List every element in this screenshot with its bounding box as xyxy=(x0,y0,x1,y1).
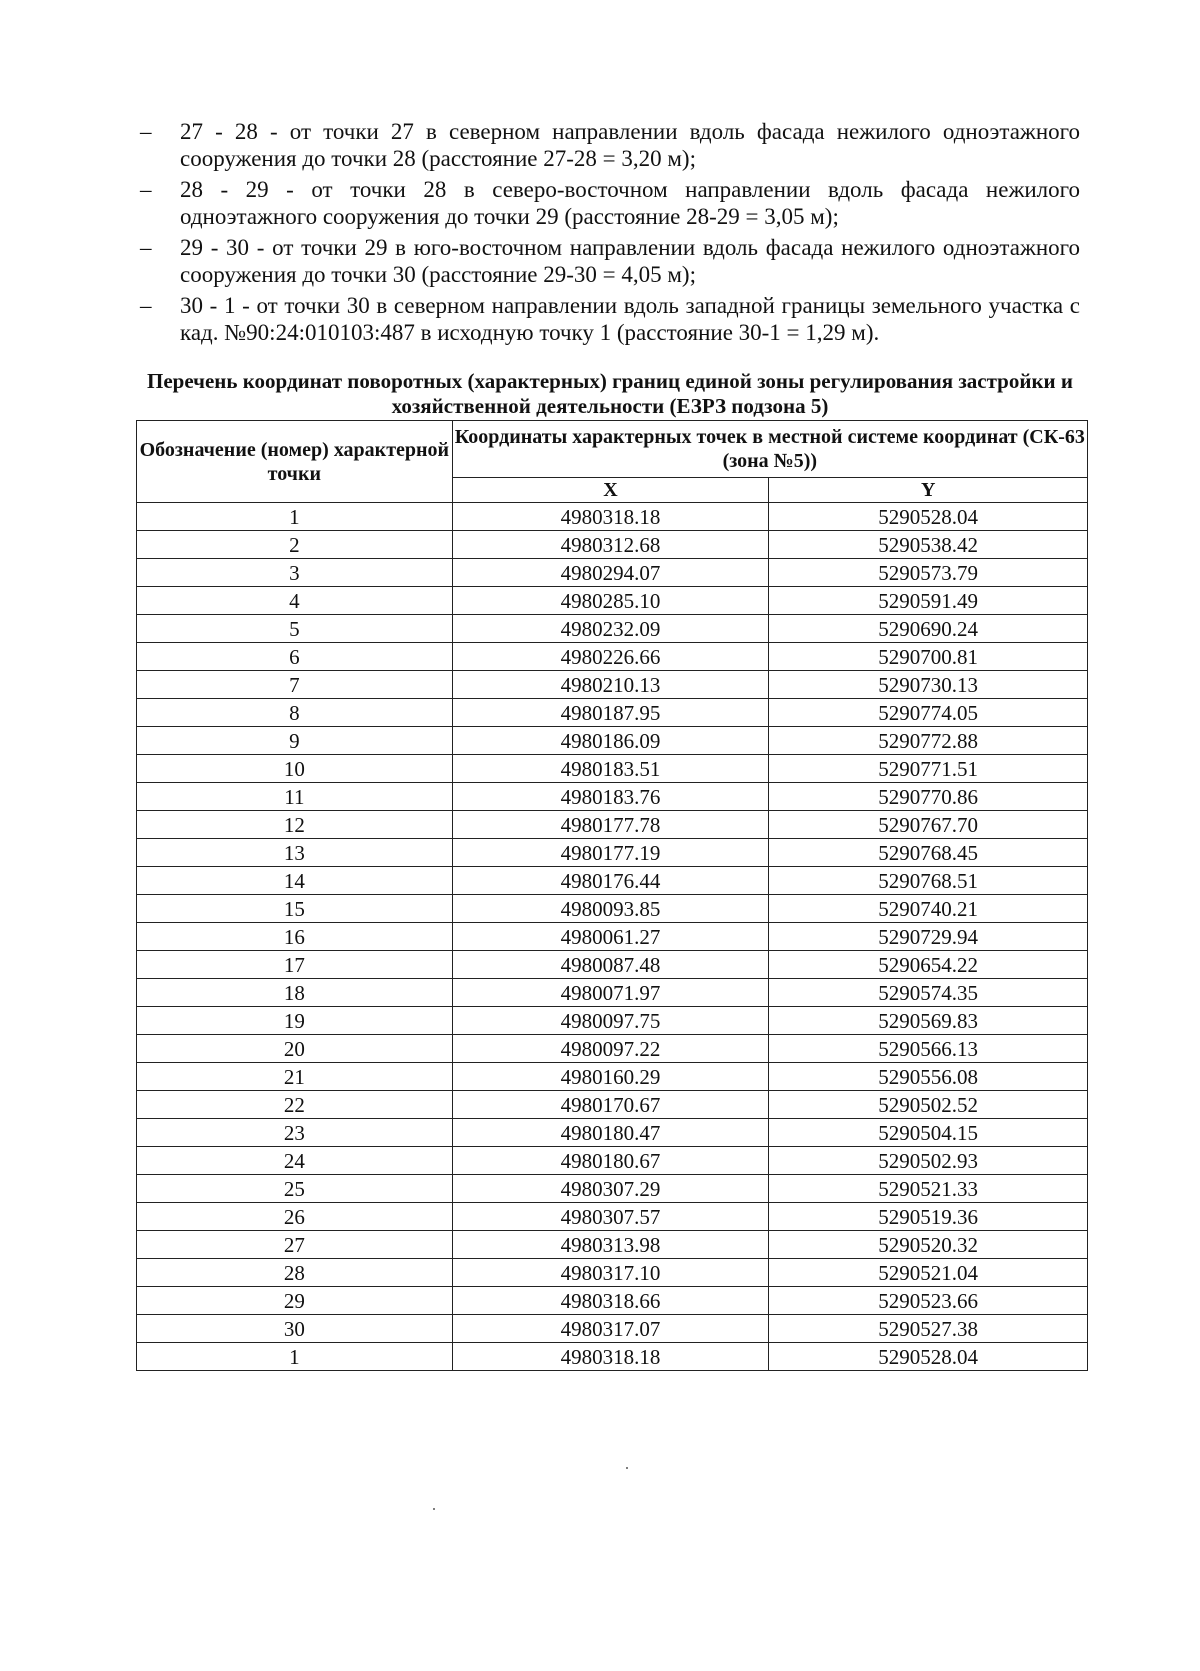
boundary-segment-text: 27 - 28 - от точки 27 в северном направлении вдоль фасада нежилого одноэтажного сооружения до точки 28 (расстояние 27-28 = 3,20 м); xyxy=(180,119,1080,171)
y-coordinate-cell: 5290700.81 xyxy=(769,643,1088,671)
x-coordinate-cell: 4980186.09 xyxy=(452,727,769,755)
table-row xyxy=(137,1007,1088,1035)
point-number-cell: 25 xyxy=(137,1175,453,1203)
x-coordinate-cell: 4980294.07 xyxy=(452,559,769,587)
table-row xyxy=(137,839,1088,867)
table-row xyxy=(137,1287,1088,1315)
x-coordinate-cell: 4980160.29 xyxy=(452,1063,769,1091)
point-number-cell: 23 xyxy=(137,1119,453,1147)
x-coordinate-cell: 4980170.67 xyxy=(452,1091,769,1119)
table-row xyxy=(137,1035,1088,1063)
table-row xyxy=(137,643,1088,671)
x-coordinate-cell: 4980061.27 xyxy=(452,923,769,951)
boundary-description-list xyxy=(140,118,1080,350)
x-coordinate-cell: 4980285.10 xyxy=(452,587,769,615)
point-number-cell: 6 xyxy=(137,643,453,671)
y-coordinate-cell: 5290654.22 xyxy=(769,951,1088,979)
x-coordinate-cell: 4980183.51 xyxy=(452,755,769,783)
boundary-segment-text: 29 - 30 - от точки 29 в юго-восточном направлении вдоль фасада нежилого одноэтажного сооружения до точки 30 (расстояние 29-30 = 4,05 м); xyxy=(180,235,1080,287)
header-point-number: Обозначение (номер) характерной точки xyxy=(137,421,453,503)
y-coordinate-cell: 5290774.05 xyxy=(769,699,1088,727)
boundary-segment-text: 28 - 29 - от точки 28 в северо-восточном направлении вдоль фасада нежилого одноэтажного сооружения до точки 29 (расстояние 28-29 = 3,05 м); xyxy=(180,177,1080,229)
point-number-cell: 3 xyxy=(137,559,453,587)
table-row xyxy=(137,559,1088,587)
table-row xyxy=(137,1147,1088,1175)
x-coordinate-cell: 4980307.57 xyxy=(452,1203,769,1231)
scan-speck xyxy=(626,1467,628,1469)
point-number-cell: 14 xyxy=(137,867,453,895)
x-coordinate-cell: 4980097.22 xyxy=(452,1035,769,1063)
point-number-cell: 7 xyxy=(137,671,453,699)
x-coordinate-cell: 4980318.66 xyxy=(452,1287,769,1315)
y-coordinate-cell: 5290504.15 xyxy=(769,1119,1088,1147)
x-coordinate-cell: 4980177.78 xyxy=(452,811,769,839)
boundary-segment-item xyxy=(140,176,1080,230)
dash-marker: – xyxy=(140,235,152,260)
y-coordinate-cell: 5290574.35 xyxy=(769,979,1088,1007)
point-number-cell: 4 xyxy=(137,587,453,615)
x-coordinate-cell: 4980318.18 xyxy=(452,503,769,531)
table-title: Перечень координат поворотных (характерных) границ единой зоны регулирования застройки и хозяйственной деятельности (ЕЗРЗ подзона 5) xyxy=(146,369,1073,418)
x-coordinate-cell: 4980180.67 xyxy=(452,1147,769,1175)
dash-marker: – xyxy=(140,119,152,144)
table-row xyxy=(137,699,1088,727)
table-row xyxy=(137,811,1088,839)
point-number-cell: 9 xyxy=(137,727,453,755)
y-coordinate-cell: 5290569.83 xyxy=(769,1007,1088,1035)
table-row xyxy=(137,1203,1088,1231)
header-x: X xyxy=(452,478,769,503)
y-coordinate-cell: 5290528.04 xyxy=(769,1343,1088,1371)
boundary-segment-item xyxy=(140,234,1080,288)
table-row xyxy=(137,1175,1088,1203)
y-coordinate-cell: 5290591.49 xyxy=(769,587,1088,615)
table-row xyxy=(137,755,1088,783)
table-row xyxy=(137,1063,1088,1091)
y-coordinate-cell: 5290521.33 xyxy=(769,1175,1088,1203)
table-row xyxy=(137,867,1088,895)
point-number-cell: 28 xyxy=(137,1259,453,1287)
boundary-segment-item xyxy=(140,118,1080,172)
point-number-cell: 18 xyxy=(137,979,453,1007)
point-number-cell: 21 xyxy=(137,1063,453,1091)
point-number-cell: 24 xyxy=(137,1147,453,1175)
table-row xyxy=(137,503,1088,531)
y-coordinate-cell: 5290729.94 xyxy=(769,923,1088,951)
table-row xyxy=(137,1259,1088,1287)
y-coordinate-cell: 5290502.52 xyxy=(769,1091,1088,1119)
point-number-cell: 12 xyxy=(137,811,453,839)
y-coordinate-cell: 5290523.66 xyxy=(769,1287,1088,1315)
point-number-cell: 1 xyxy=(137,503,453,531)
table-row xyxy=(137,1315,1088,1343)
point-number-cell: 22 xyxy=(137,1091,453,1119)
coordinates-table-body xyxy=(137,503,1088,1371)
x-coordinate-cell: 4980087.48 xyxy=(452,951,769,979)
x-coordinate-cell: 4980097.75 xyxy=(452,1007,769,1035)
point-number-cell: 20 xyxy=(137,1035,453,1063)
y-coordinate-cell: 5290690.24 xyxy=(769,615,1088,643)
scan-speck xyxy=(433,1508,435,1510)
boundary-segment-item xyxy=(140,292,1080,346)
y-coordinate-cell: 5290772.88 xyxy=(769,727,1088,755)
boundary-segment-text: 30 - 1 - от точки 30 в северном направлении вдоль западной границы земельного участка с кад. №90:24:010103:487 в исходную точку 1 (расстояние 30-1 = 1,29 м). xyxy=(180,293,1080,345)
x-coordinate-cell: 4980318.18 xyxy=(452,1343,769,1371)
point-number-cell: 11 xyxy=(137,783,453,811)
x-coordinate-cell: 4980093.85 xyxy=(452,895,769,923)
y-coordinate-cell: 5290556.08 xyxy=(769,1063,1088,1091)
point-number-cell: 15 xyxy=(137,895,453,923)
x-coordinate-cell: 4980187.95 xyxy=(452,699,769,727)
x-coordinate-cell: 4980176.44 xyxy=(452,867,769,895)
point-number-cell: 13 xyxy=(137,839,453,867)
y-coordinate-cell: 5290768.45 xyxy=(769,839,1088,867)
x-coordinate-cell: 4980177.19 xyxy=(452,839,769,867)
table-row xyxy=(137,923,1088,951)
y-coordinate-cell: 5290771.51 xyxy=(769,755,1088,783)
x-coordinate-cell: 4980312.68 xyxy=(452,531,769,559)
y-coordinate-cell: 5290770.86 xyxy=(769,783,1088,811)
x-coordinate-cell: 4980071.97 xyxy=(452,979,769,1007)
point-number-cell: 19 xyxy=(137,1007,453,1035)
point-number-cell: 5 xyxy=(137,615,453,643)
x-coordinate-cell: 4980210.13 xyxy=(452,671,769,699)
x-coordinate-cell: 4980317.10 xyxy=(452,1259,769,1287)
point-number-cell: 26 xyxy=(137,1203,453,1231)
table-row xyxy=(137,783,1088,811)
y-coordinate-cell: 5290767.70 xyxy=(769,811,1088,839)
point-number-cell: 10 xyxy=(137,755,453,783)
table-row xyxy=(137,951,1088,979)
coordinates-table xyxy=(136,420,1088,1371)
table-row xyxy=(137,1231,1088,1259)
table-row xyxy=(137,615,1088,643)
point-number-cell: 8 xyxy=(137,699,453,727)
table-row xyxy=(137,587,1088,615)
y-coordinate-cell: 5290519.36 xyxy=(769,1203,1088,1231)
x-coordinate-cell: 4980313.98 xyxy=(452,1231,769,1259)
y-coordinate-cell: 5290528.04 xyxy=(769,503,1088,531)
table-row xyxy=(137,531,1088,559)
y-coordinate-cell: 5290566.13 xyxy=(769,1035,1088,1063)
point-number-cell: 2 xyxy=(137,531,453,559)
point-number-cell: 29 xyxy=(137,1287,453,1315)
y-coordinate-cell: 5290740.21 xyxy=(769,895,1088,923)
point-number-cell: 27 xyxy=(137,1231,453,1259)
y-coordinate-cell: 5290527.38 xyxy=(769,1315,1088,1343)
x-coordinate-cell: 4980307.29 xyxy=(452,1175,769,1203)
table-row xyxy=(137,1091,1088,1119)
point-number-cell: 16 xyxy=(137,923,453,951)
y-coordinate-cell: 5290538.42 xyxy=(769,531,1088,559)
x-coordinate-cell: 4980183.76 xyxy=(452,783,769,811)
table-row xyxy=(137,895,1088,923)
y-coordinate-cell: 5290520.32 xyxy=(769,1231,1088,1259)
x-coordinate-cell: 4980317.07 xyxy=(452,1315,769,1343)
y-coordinate-cell: 5290768.51 xyxy=(769,867,1088,895)
table-row xyxy=(137,979,1088,1007)
table-row xyxy=(137,1119,1088,1147)
table-row xyxy=(137,671,1088,699)
y-coordinate-cell: 5290502.93 xyxy=(769,1147,1088,1175)
point-number-cell: 1 xyxy=(137,1343,453,1371)
y-coordinate-cell: 5290573.79 xyxy=(769,559,1088,587)
x-coordinate-cell: 4980226.66 xyxy=(452,643,769,671)
header-y: Y xyxy=(769,478,1088,503)
table-row xyxy=(137,727,1088,755)
x-coordinate-cell: 4980180.47 xyxy=(452,1119,769,1147)
point-number-cell: 30 xyxy=(137,1315,453,1343)
x-coordinate-cell: 4980232.09 xyxy=(452,615,769,643)
y-coordinate-cell: 5290521.04 xyxy=(769,1259,1088,1287)
point-number-cell: 17 xyxy=(137,951,453,979)
dash-marker: – xyxy=(140,293,152,318)
dash-marker: – xyxy=(140,177,152,202)
table-row xyxy=(137,1343,1088,1371)
header-coordinates: Координаты характерных точек в местной системе координат (СК-63 (зона №5)) xyxy=(452,421,1087,478)
y-coordinate-cell: 5290730.13 xyxy=(769,671,1088,699)
